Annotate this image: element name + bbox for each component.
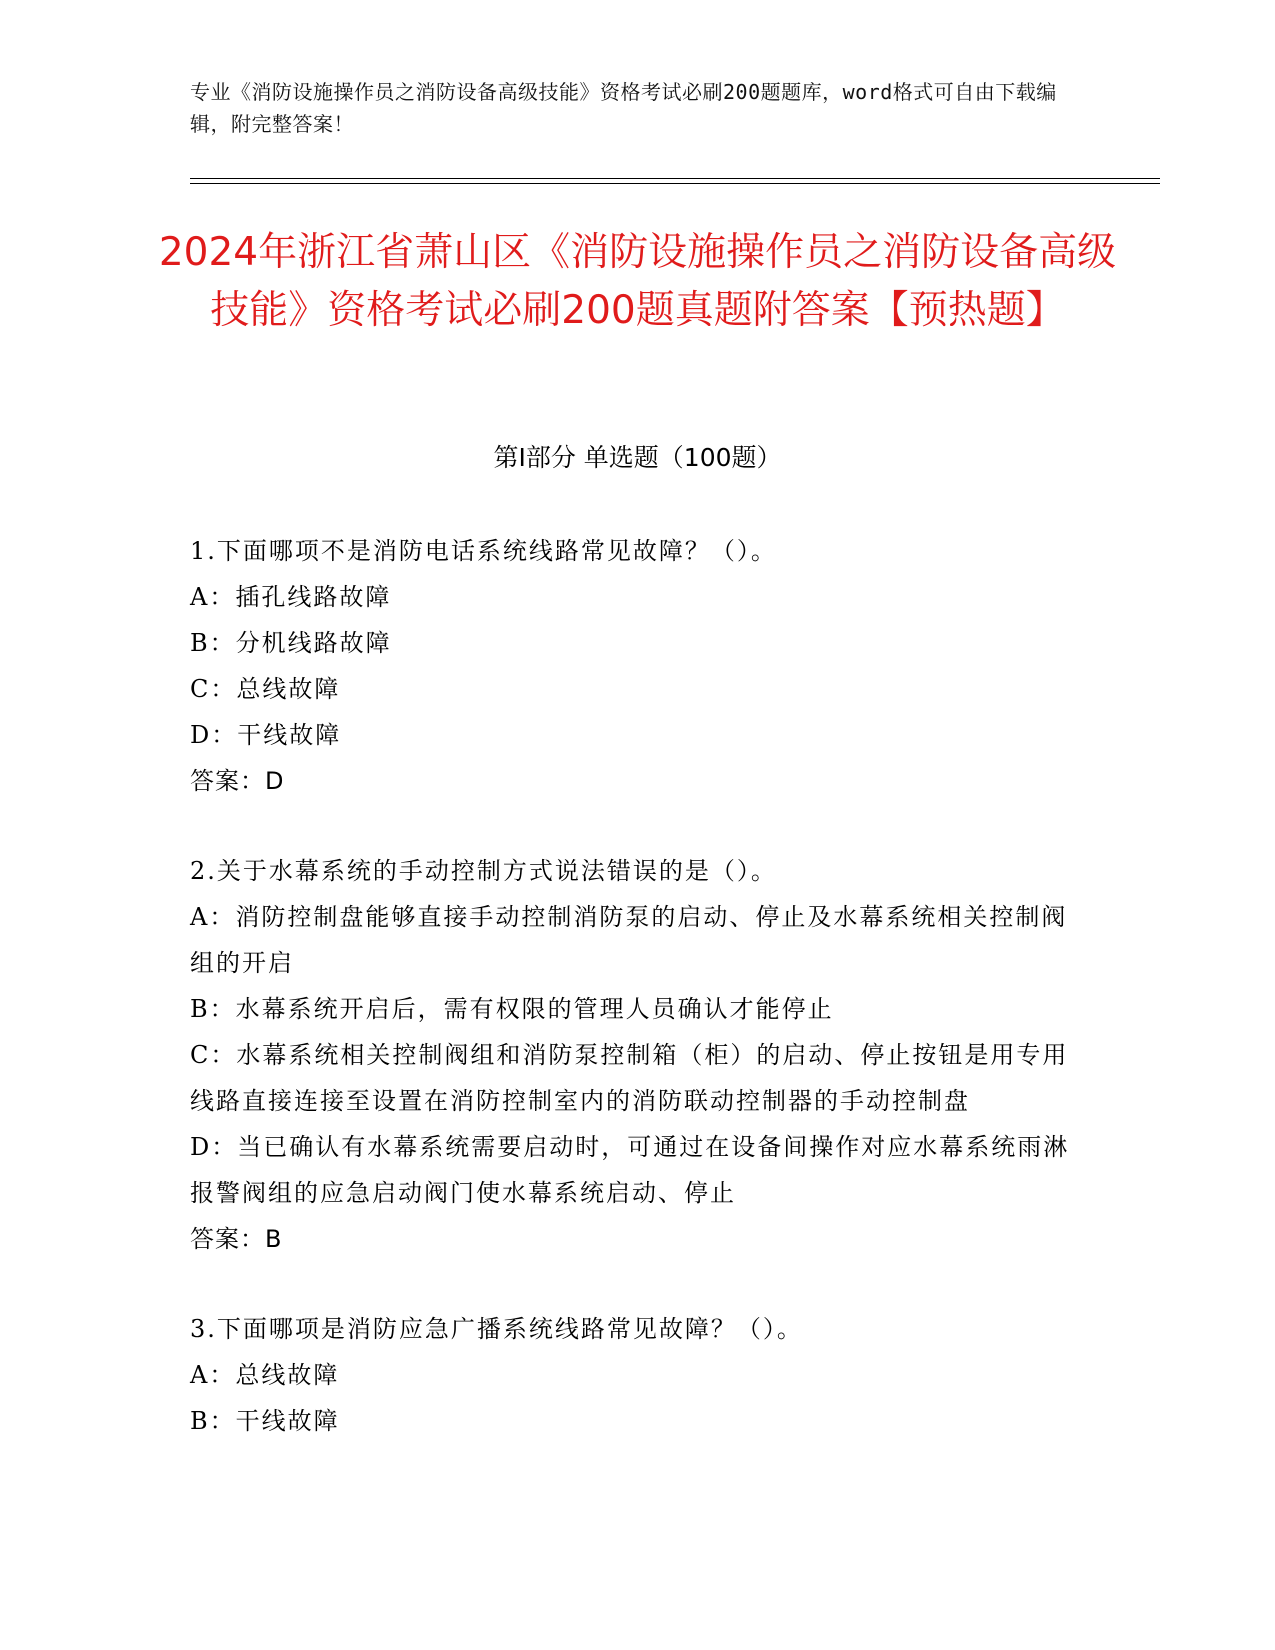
question-stem: 1.下面哪项不是消防电话系统线路常见故障？（）。: [190, 537, 777, 565]
document-title: 2024年浙江省萧山区《消防设施操作员之消防设备高级技能》资格考试必刷200题真题附答案【预热题】: [158, 230, 1117, 333]
header-divider-bottom: [190, 183, 1160, 184]
option-b: B：分机线路故障: [190, 629, 392, 657]
option-d: D：干线故障: [190, 721, 342, 749]
question-2: [190, 848, 1080, 1262]
option-b: B：水幕系统开启后，需有权限的管理人员确认才能停止: [190, 995, 834, 1023]
option-c: C：总线故障: [190, 675, 341, 703]
header-note: 专业《消防设施操作员之消防设备高级技能》资格考试必刷200题题库，word格式可自由下载编辑，附完整答案！: [190, 80, 1057, 136]
option-a: A：总线故障: [190, 1361, 340, 1389]
section-title: 第Ⅰ部分 单选题（100题）: [493, 443, 782, 472]
question-list: [190, 528, 1080, 1488]
header-divider-top: [190, 178, 1160, 179]
question-1: [190, 528, 1080, 804]
answer: 答案：D: [190, 767, 285, 795]
answer: 答案：B: [190, 1225, 283, 1253]
question-stem: 2.关于水幕系统的手动控制方式说法错误的是（）。: [190, 857, 777, 885]
option-d: D：当已确认有水幕系统需要启动时，可通过在设备间操作对应水幕系统雨淋报警阀组的应急启动阀门使水幕系统启动、停止: [190, 1133, 1070, 1207]
question-stem: 3.下面哪项是消防应急广播系统线路常见故障？（）。: [190, 1315, 803, 1343]
option-c: C：水幕系统相关控制阀组和消防泵控制箱（柜）的启动、停止按钮是用专用线路直接连接至设置在消防控制室内的消防联动控制器的手动控制盘: [190, 1041, 1069, 1115]
question-3: [190, 1306, 1080, 1444]
option-a: A：插孔线路故障: [190, 583, 392, 611]
option-b: B：干线故障: [190, 1407, 340, 1435]
option-a: A：消防控制盘能够直接手动控制消防泵的启动、停止及水幕系统相关控制阀组的开启: [190, 903, 1068, 977]
